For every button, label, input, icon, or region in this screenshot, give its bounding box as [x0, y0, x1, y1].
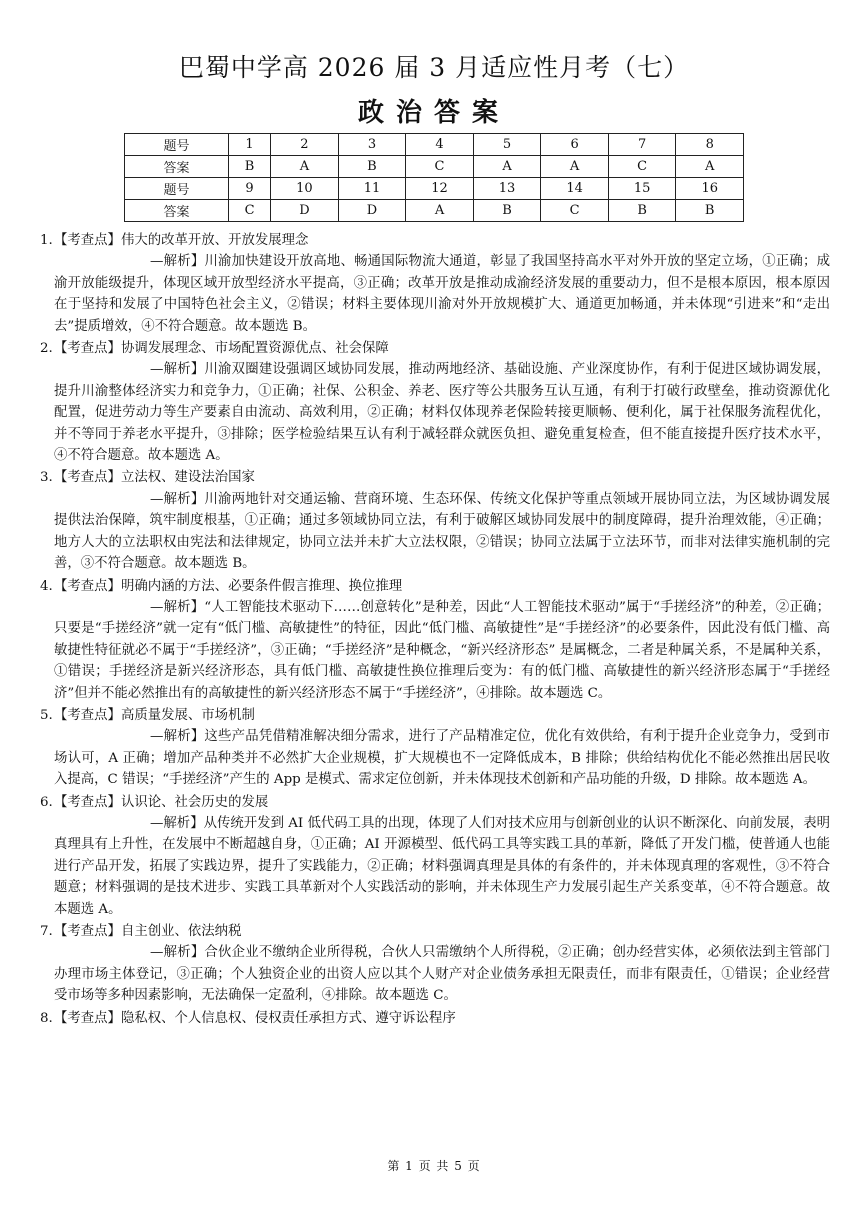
question-point: 【考查点】伟大的改革开放、开放发展理念 [54, 233, 309, 248]
table-cell: 9 [228, 178, 270, 200]
table-cell: B [608, 200, 676, 222]
page-subtitle: 政治答案 [357, 98, 510, 128]
table-cell: A [473, 156, 541, 178]
table-cell: 4 [406, 134, 474, 156]
table-cell: 8 [676, 134, 744, 156]
question-analysis: —解析】从传统开发到 AI 低代码工具的出现，体现了人们对技术应用与创新创业的认识不断深化、向前发展，表明真理具有上升性，在发展中不断超越自身，①正确；AI 开源模型、低代码工具等实践工具的革新，降低了开发门槛，使普通人也能进行产品开发，拓展了实践边界，提升了实践能力，②正确；材料强调真理是具体的有条件的，并未体现真理的客观性，③不符合题意；材料强调的是技术进步、实践工具革新对个人实践活动的影响，并未体现生产力发展引起生产关系变革，④不符合题意。故本题选 A。 [54, 815, 830, 917]
table-cell: 1 [228, 134, 270, 156]
answer-table-row-num-2 [125, 178, 744, 200]
question-point: 【考查点】高质量发展、市场机制 [54, 707, 255, 723]
question-analysis: —解析】“人工智能技术驱动下……创意转化”是种差，因此“人工智能技术驱动”属于“手搓经济”的种差，②正确；只要是“手搓经济”就一定有“低门槛、高敏捷性”的特征，因此“低门槛、高敏捷性”是“手搓经济”的必要条件，因此没有低门槛、高敏捷性特征就必不属于“手搓经济”，③正确；“手搓经济”是种概念，“新兴经济形态” 是属概念，二者是种属关系，不是属种关系，①错误；手搓经济是新兴经济形态，具有低门槛、高敏捷性换位推理后变为：有的低门槛、高敏捷性的新兴经济形态属于“手搓经济”但并不能必然推出有的高敏捷性的新兴经济形态不属于“手搓经济”，④排除。故本题选 C。 [54, 599, 830, 701]
answer-table-row-ans-1 [125, 156, 744, 178]
question-7 [40, 921, 830, 1007]
table-cell: A [676, 156, 744, 178]
answer-explanations [40, 230, 830, 1030]
answer-table-row-num-1 [125, 134, 744, 156]
question-header [40, 576, 830, 597]
table-cell: B [338, 156, 406, 178]
table-cell: 12 [406, 178, 474, 200]
table-cell: B [473, 200, 541, 222]
question-3 [40, 467, 830, 574]
question-5 [40, 705, 830, 791]
table-cell: 2 [271, 134, 339, 156]
question-analysis: —解析】这些产品凭借精准解决细分需求，进行了产品精准定位，优化有效供给，有利于提升企业竞争力，受到市场认可，A 正确；增加产品种类并不必然扩大企业规模，扩大规模也不一定降低成本，B 排除；供给结构优化不能必然推出居民收入提高，C 错误；“手搓经济”产生的 App 是模式、需求定位创新，并未体现技术创新和产品功能的升级，D 排除。故本题选 A。 [54, 729, 830, 788]
table-cell: 16 [676, 178, 744, 200]
question-analysis: —解析】川渝两地针对交通运输、营商环境、生态环保、传统文化保护等重点领域开展协同立法，为区域协调发展提供法治保障，筑牢制度根基，①正确；通过多领域协同立法，有利于破解区域协同发展中的制度障碍，提升治理效能，④正确；地方人大的立法职权由宪法和法律规定，协同立法并未扩大立法权限，②错误；协同立法属于立法环节，而非对法律实施机制的完善，③不符合题意。故本题选 B。 [54, 491, 830, 572]
question-header [40, 230, 830, 251]
question-point: 【考查点】立法权、建设法治国家 [54, 470, 255, 486]
question-number: 3. [40, 470, 53, 486]
table-cell: C [228, 200, 270, 222]
table-cell: A [271, 156, 339, 178]
question-point: 【考查点】自主创业、依法纳税 [54, 924, 242, 939]
table-cell: 11 [338, 178, 406, 200]
answer-table-row-ans-2 [125, 200, 744, 222]
row-label: 答案 [125, 156, 229, 178]
question-2 [40, 338, 830, 466]
question-header [40, 338, 830, 359]
row-label: 题号 [125, 134, 229, 156]
question-header [40, 1008, 830, 1029]
table-cell: A [541, 156, 609, 178]
table-cell: 15 [608, 178, 676, 200]
table-cell: D [271, 200, 339, 222]
question-analysis: —解析】合伙企业不缴纳企业所得税，合伙人只需缴纳个人所得税，②正确；创办经营实体，必须依法到主管部门办理市场主体登记，③正确；个人独资企业的出资人应以其个人财产对企业债务承担无限责任，而非有限责任，①错误；企业经营受市场等多种因素影响，无法确保一定盈利，④排除。故本题选 C。 [54, 945, 830, 1004]
question-point: 【考查点】协调发展理念、市场配置资源优点、社会保障 [54, 341, 389, 357]
answer-table [124, 133, 744, 222]
table-cell: C [608, 156, 676, 178]
page-footer: 第 1 页 共 5 页 [387, 1159, 481, 1173]
question-number: 1. [40, 233, 53, 248]
table-cell: D [338, 200, 406, 222]
question-number: 5. [40, 707, 53, 723]
table-cell: C [406, 156, 474, 178]
question-number: 8. [40, 1010, 53, 1026]
table-cell: C [541, 200, 609, 222]
table-cell: 3 [338, 134, 406, 156]
table-cell: B [676, 200, 744, 222]
question-number: 7. [40, 924, 53, 939]
question-4 [40, 576, 830, 704]
table-cell: 5 [473, 134, 541, 156]
question-point: 【考查点】隐私权、个人信息权、侵权责任承担方式、遵守诉讼程序 [54, 1010, 456, 1026]
table-cell: 10 [271, 178, 339, 200]
row-label: 题号 [125, 178, 229, 200]
page-title: 巴蜀中学高 2026 届 3 月适应性月考（七） [178, 53, 690, 82]
table-cell: B [228, 156, 270, 178]
question-header [40, 467, 830, 488]
table-cell: 14 [541, 178, 609, 200]
question-header [40, 792, 830, 813]
question-analysis: —解析】川渝双圈建设强调区域协同发展，推动两地经济、基础设施、产业深度协作，有利于促进区域协调发展，提升川渝整体经济实力和竞争力，①正确；社保、公积金、养老、医疗等公共服务互认互通，有利于打破行政壁垒，推动资源优化配置，促进劳动力等生产要素自由流动、高效利用，②正确；材料仅体现养老保险转接更顺畅、便利化，属于社保服务流程优化，并不等同于养老水平提升，③排除；医学检验结果互认有利于减轻群众就医负担、避免重复检查，但不能直接提升医疗技术水平，④不符合题意。故本题选 A。 [54, 362, 830, 464]
question-analysis: —解析】川渝加快建设开放高地、畅通国际物流大通道，彰显了我国坚持高水平对外开放的坚定立场，①正确；成渝开放能级提升，体现区域开放型经济水平提高，③正确；改革开放是推动成渝经济发展的重要动力，但不是根本原因，根本原因在于坚持和发展了中国特色社会主义，②错误；材料主要体现川渝对外开放规模扩大、通道更加畅通，并未体现“引进来”和“走出去”提质增效，④不符合题意。故本题选 B。 [54, 254, 830, 334]
question-number: 2. [40, 341, 53, 357]
question-number: 4. [40, 578, 53, 594]
question-1 [40, 230, 830, 337]
question-header [40, 705, 830, 726]
question-8 [40, 1008, 830, 1029]
question-point: 【考查点】明确内涵的方法、必要条件假言推理、换位推理 [54, 578, 403, 594]
row-label: 答案 [125, 200, 229, 222]
table-cell: 7 [608, 134, 676, 156]
question-number: 6. [40, 794, 53, 810]
question-header [40, 921, 830, 942]
table-cell: A [406, 200, 474, 222]
question-point: 【考查点】认识论、社会历史的发展 [54, 794, 269, 810]
table-cell: 13 [473, 178, 541, 200]
table-cell: 6 [541, 134, 609, 156]
question-6 [40, 792, 830, 920]
